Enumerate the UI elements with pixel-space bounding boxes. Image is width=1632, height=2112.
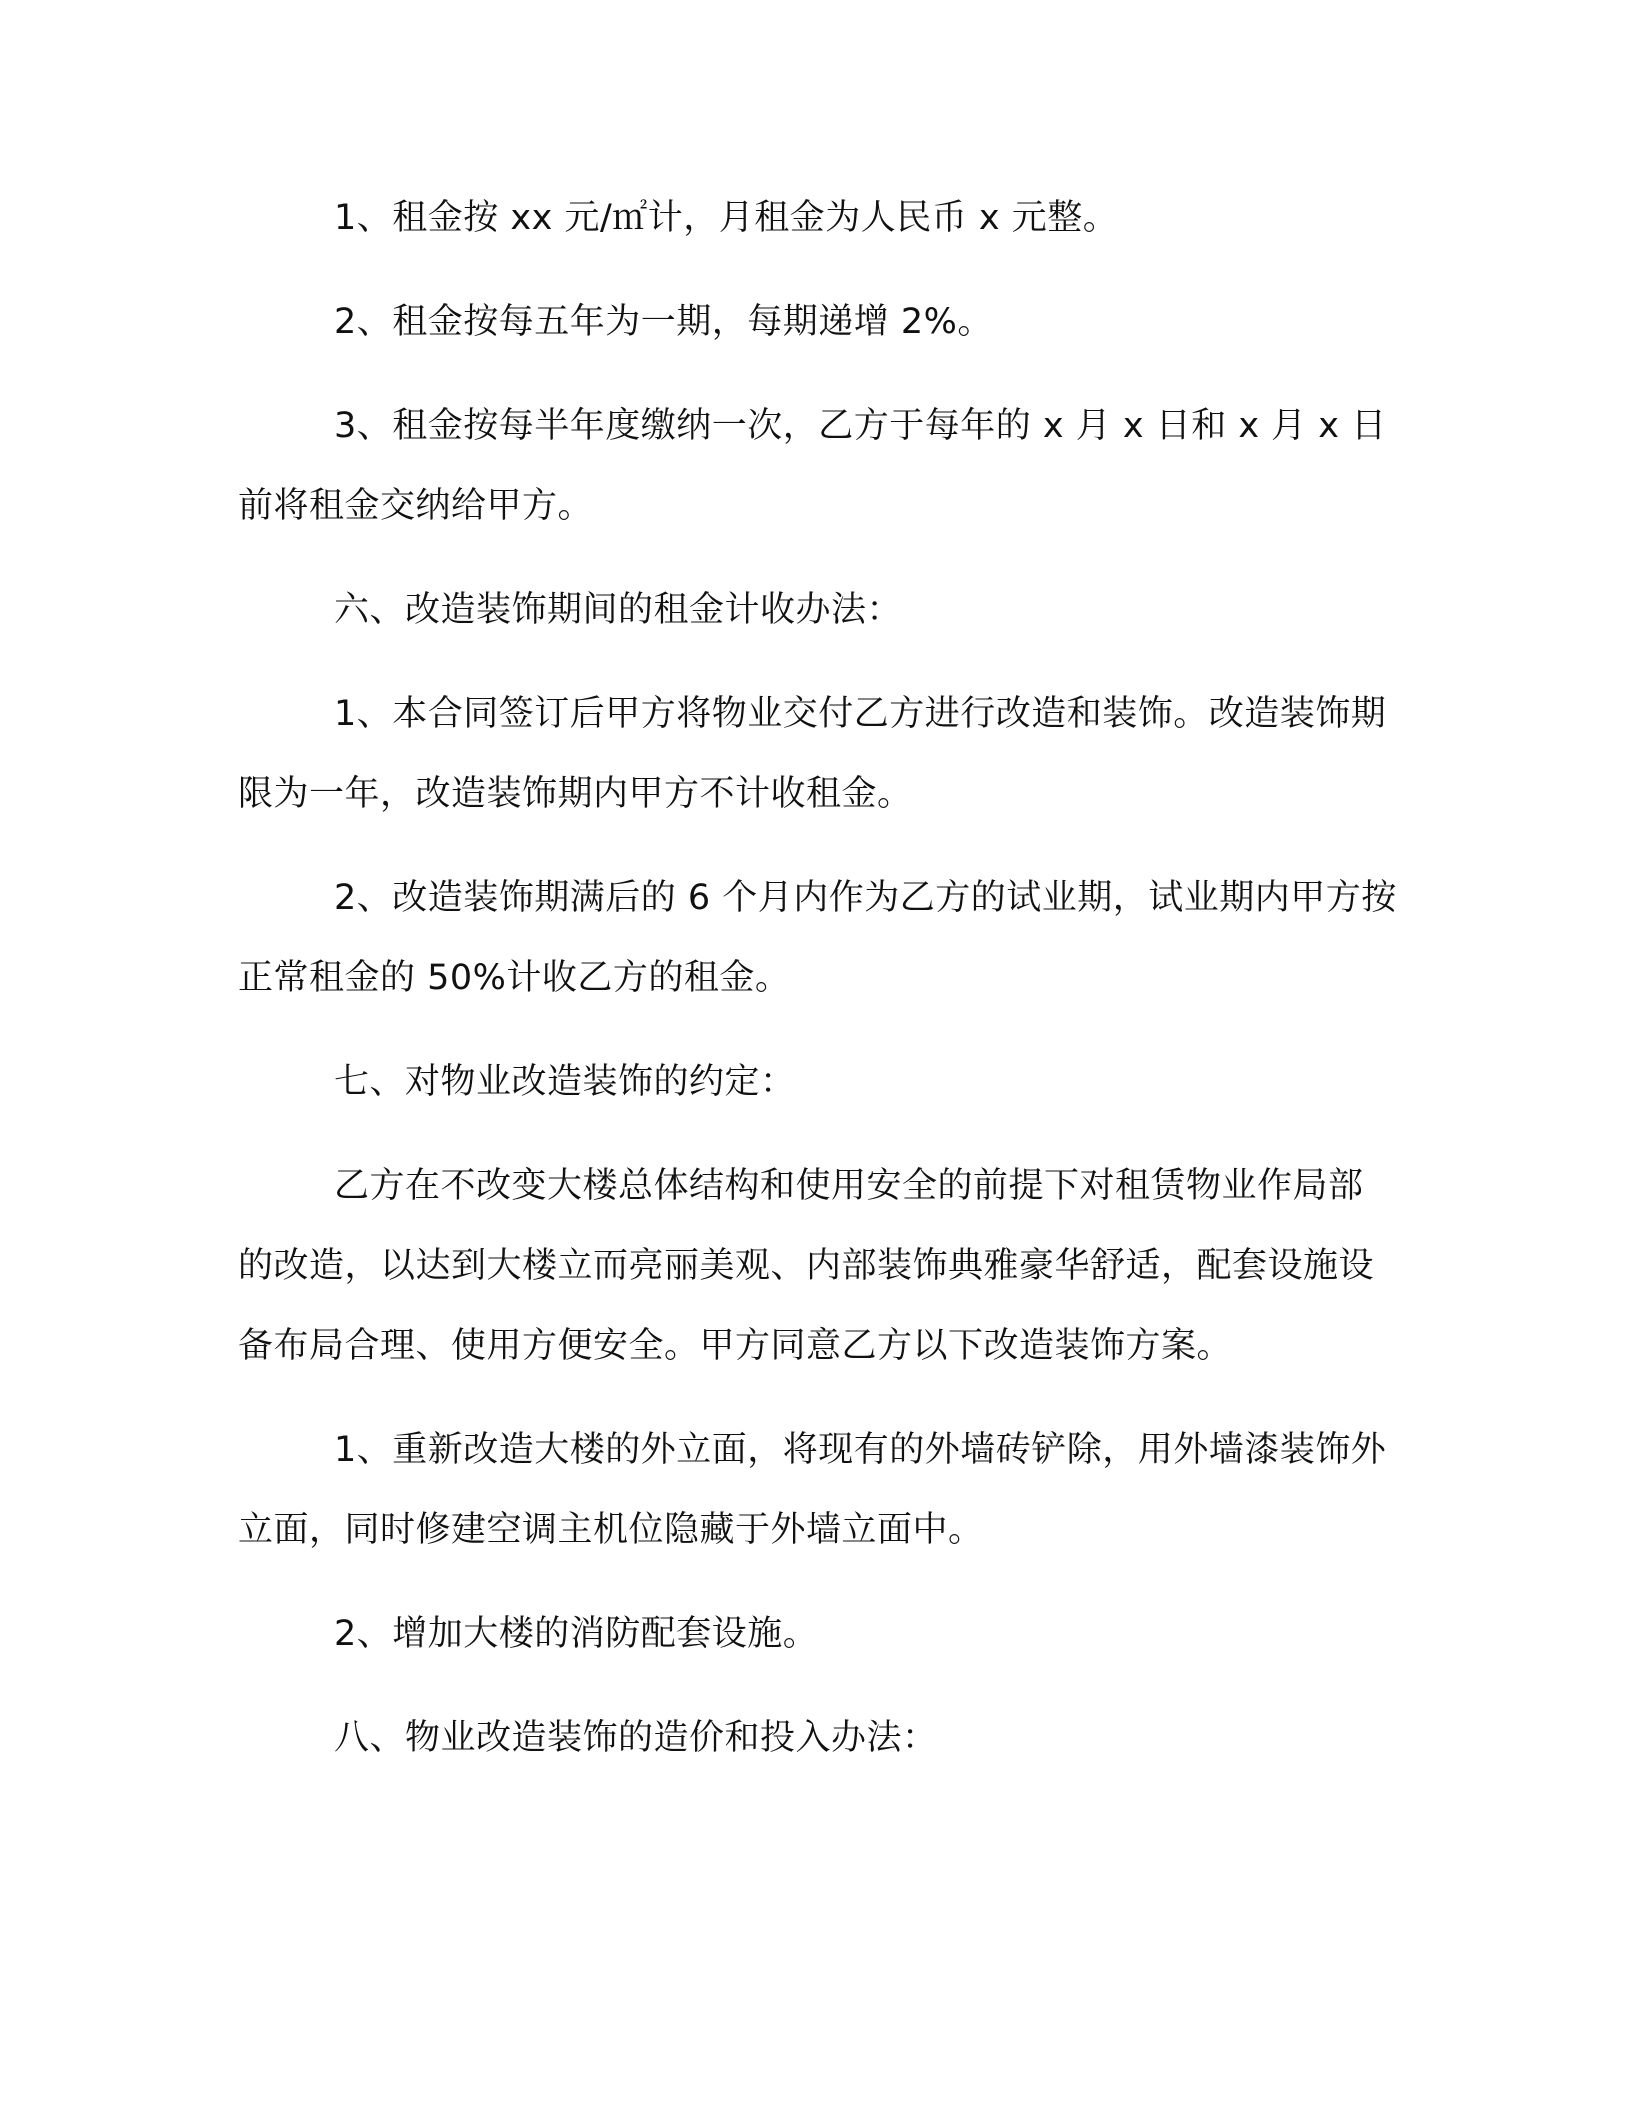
paragraph-renovation-period: 1、本合同签订后甲方将物业交付乙方进行改造和装饰。改造装饰期限为一年，改造装饰期内甲方不计收租金。 — [238, 694, 1387, 814]
paragraph-rent-rate: 1、租金按 xx 元/㎡计，月租金为人民币 x 元整。 — [334, 198, 1119, 238]
paragraph-rent-payment: 3、租金按每半年度缴纳一次，乙方于每年的 x 月 x 日和 x 月 x 日前将租金交纳给甲方。 — [238, 406, 1387, 526]
paragraph-renovation-agreement: 乙方在不改变大楼总体结构和使用安全的前提下对租赁物业作局部的改造，以达到大楼立而亮丽美观、内部装饰典雅豪华舒适，配套设施设备布局合理、使用方便安全。甲方同意乙方以下改造装饰方案。 — [238, 1166, 1375, 1366]
section-heading-six: 六、改造装饰期间的租金计收办法： — [334, 590, 903, 630]
section-heading-eight: 八、物业改造装饰的造价和投入办法： — [334, 1718, 938, 1758]
paragraph-rent-increase: 2、租金按每五年为一期，每期递增 2%。 — [334, 302, 993, 342]
paragraph-fire-facilities: 2、增加大楼的消防配套设施。 — [334, 1614, 819, 1654]
document-body — [238, 178, 1398, 1802]
paragraph-facade-renovation: 1、重新改造大楼的外立面，将现有的外墙砖铲除，用外墙漆装饰外立面，同时修建空调主机位隐藏于外墙立面中。 — [238, 1430, 1387, 1550]
section-heading-seven: 七、对物业改造装饰的约定： — [334, 1062, 796, 1102]
paragraph-trial-period: 2、改造装饰期满后的 6 个月内作为乙方的试业期，试业期内甲方按正常租金的 50%计收乙方的租金。 — [238, 878, 1397, 998]
